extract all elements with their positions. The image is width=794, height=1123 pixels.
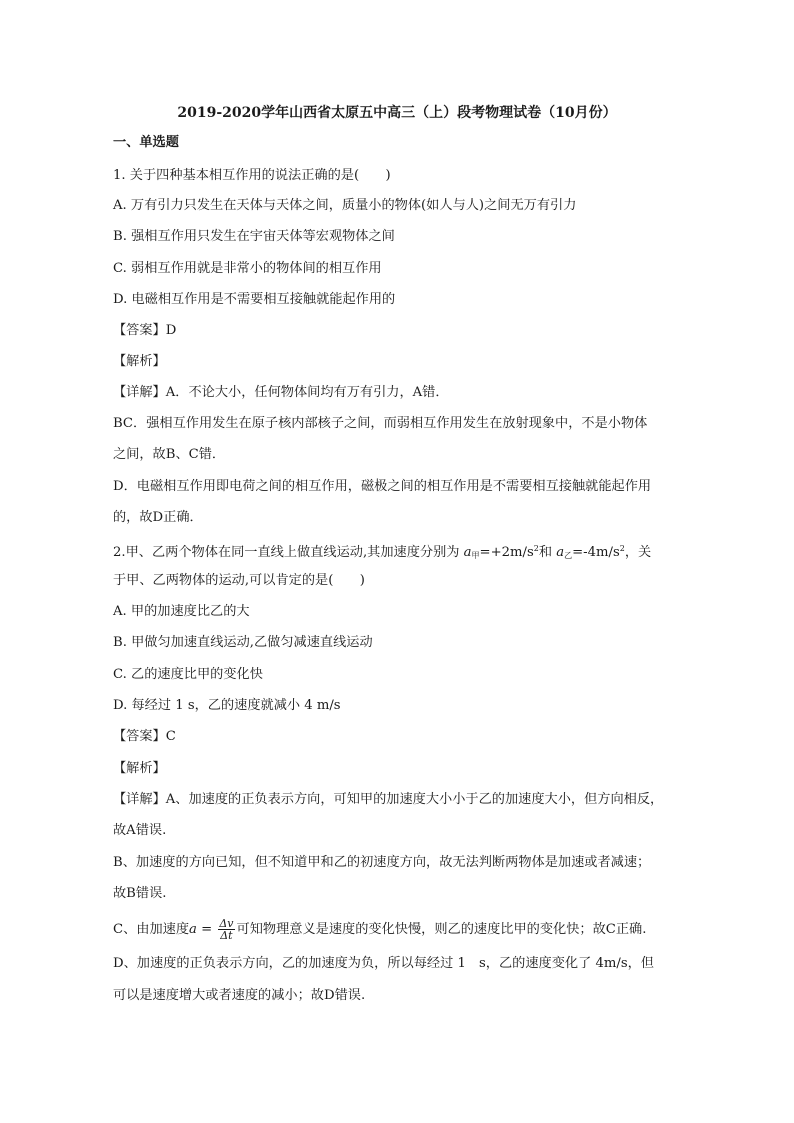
acceleration-symbol: a [556,545,565,560]
question-1-detail-d-line1: D．电磁相互作用即电荷之间的相互作用，磁极之间的相互作用是不需要相互接触就能起作用 [113,479,652,494]
superscript-2: 2 [533,544,539,553]
question-2-detail-b-line1: B、加速度的方向已知，但不知道甲和乙的初速度方向，故无法判断两物体是加速或者减速； [113,855,651,870]
question-2-stem-line2: 于甲、乙两物体的运动,可以肯定的是( ) [113,573,365,588]
question-1-detail-d-line2: 的，故D正确． [113,510,203,525]
question-2-analysis-label: 【解析】 [113,761,166,776]
question-2-detail-d-line1: D、加速度的正负表示方向，乙的加速度为负，所以每经过 1 s，乙的速度变化了 4m/s，但 [113,956,654,971]
page-title: 2019-2020学年山西省太原五中高三（上）段考物理试卷（10月份） [177,105,617,121]
question-1-option-b: B. 强相互作用只发生在宇宙天体等宏观物体之间 [113,229,395,244]
question-1-option-c: C. 弱相互作用就是非常小的物体间的相互作用 [113,261,382,276]
section-heading: 一、单选题 [113,135,179,150]
acceleration-symbol: a [463,545,472,560]
question-2-answer: 【答案】C [113,729,176,744]
subscript-yi: 乙 [564,551,573,560]
question-1-detail-a: 【详解】A．不论大小，任何物体间均有万有引力，A错． [113,385,449,400]
acceleration-value-jia: =+2m/s [479,545,534,560]
question-2-detail-c [113,918,693,941]
question-2-detail-a-line2: 故A错误. [113,823,167,838]
subscript-jia: 甲 [471,551,480,560]
fraction-numerator: Δv [219,917,234,930]
conjunction-text: 和 [538,545,557,560]
question-1-stem: 1. 关于四种基本相互作用的说法正确的是( ) [113,168,391,183]
question-2-detail-d-line2: 可以是速度增大或者速度的减小；故D错误. [113,988,366,1003]
question-2-option-b: B. 甲做匀加速直线运动,乙做匀减速直线运动 [113,635,373,650]
fraction-denominator: Δt [220,929,233,942]
detail-c-prefix: C、由加速度 [113,922,190,937]
question-2-option-c: C. 乙的速度比甲的变化快 [113,667,263,682]
question-2-stem-line1 [113,540,693,565]
question-2-option-d: D. 每经过 1 s，乙的速度就减小 4 m/s [113,698,341,713]
question-2-stem-tail: ，关 [624,545,652,560]
fraction-delta-v-over-delta-t [218,918,234,941]
detail-c-suffix: 可知物理意义是速度的变化快慢，则乙的速度比甲的变化快；故C正确. [236,922,647,937]
acceleration-value-yi: =-4m/s [572,545,620,560]
equals-sign: = [196,922,217,937]
question-2-option-a: A. 甲的加速度比乙的大 [113,604,250,619]
question-1-option-a: A. 万有引力只发生在天体与天体之间，质量小的物体(如人与人)之间无万有引力 [113,198,577,213]
question-1-option-d: D. 电磁相互作用是不需要相互接触就能起作用的 [113,292,396,307]
question-2-stem-text: 2.甲、乙两个物体在同一直线上做直线运动,其加速度分别为 [113,545,464,560]
question-2-detail-a-line1: 【详解】A、加速度的正负表示方向，可知甲的加速度大小小于乙的加速度大小，但方向相反， [113,792,664,807]
superscript-2: 2 [619,544,625,553]
question-2-detail-b-line2: 故B错误. [113,886,167,901]
question-1-detail-bc-line1: BC．强相互作用发生在原子核内部核子之间，而弱相互作用发生在放射现象中，不是小物体 [113,416,648,431]
acceleration-symbol: a [189,922,197,937]
question-1-answer: 【答案】D [113,323,177,338]
question-1-analysis-label: 【解析】 [113,354,166,369]
question-1-detail-bc-line2: 之间，故B、C错． [113,447,226,462]
